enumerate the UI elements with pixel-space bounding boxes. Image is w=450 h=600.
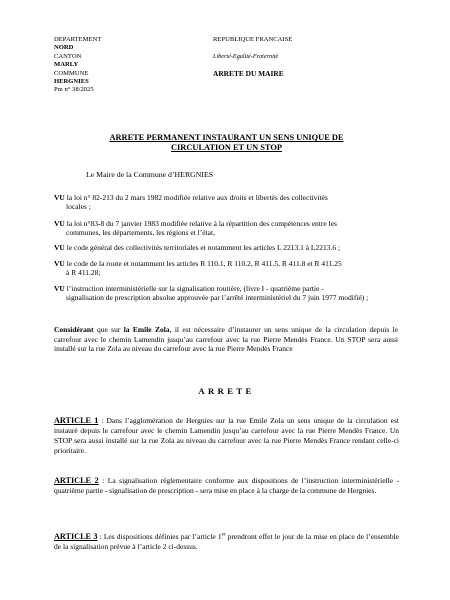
header-republique: REPUBLIQUE FRANCAISE: [213, 36, 293, 43]
vu-text-first: le code de la route et notamment les articles R 110.1, R 110.2, R 411.5, R 411.8 et R 411.25: [66, 259, 342, 268]
vu-text-rest: locales ;: [66, 202, 91, 212]
vu-item: [54, 284, 398, 303]
article-3-sup: er: [221, 532, 226, 538]
vu-label: VU: [54, 193, 65, 202]
header-marly: MARLY: [54, 61, 79, 69]
vu-item: [54, 259, 398, 278]
vu-item: [54, 243, 398, 252]
article-3-label: ARTICLE 3: [54, 532, 98, 541]
considerant-street: la Emile Zola: [123, 325, 170, 334]
considerant-text-1: que sur: [93, 325, 124, 334]
header-arrete-du-maire: ARRETE DU MAIRE: [213, 69, 284, 79]
article-2-label: ARTICLE 2: [54, 476, 99, 485]
header-hergnies: HERGNIES: [54, 78, 89, 86]
vu-text-first: la loi n°83-8 du 7 janvier 1983 modifiée relative à la répartition des compétences entre les: [66, 219, 337, 228]
article-1: [54, 416, 399, 456]
vu-label: VU: [54, 259, 65, 268]
vu-text-rest: communes, les départements, les régions et l’état,: [66, 228, 215, 238]
vu-text-first: l’instruction interministérielle sur la signalisation routière, (livre I - quatrième partie -: [66, 284, 324, 293]
intro-text: Le Maire de la Commune d’HERGNIES: [86, 170, 214, 179]
vu-label: VU: [54, 219, 65, 228]
vu-label: VU: [54, 284, 65, 293]
article-3-text-before: : Les dispositions définies par l’article 1: [97, 532, 222, 541]
header-left: [54, 36, 204, 95]
title-line-2: CIRCULATION ET UN STOP: [171, 143, 282, 152]
considerant-text-2: , il est nécessaire d’instaurer un sens unique de la circulation depuis le carrefour avec le chemin Lamendin jusqu’au carrefour avec la rue Pierre Mendès France. Un STOP sera aussi installé sur la rue Zola au niveau du carrefour avec la rue Pierre Mendès France: [54, 325, 399, 354]
article-1-label: ARTICLE 1: [54, 416, 99, 425]
header-nord: NORD: [54, 44, 74, 52]
vu-item: [54, 193, 398, 212]
header-canton: CANTON: [54, 52, 82, 60]
document-title: [54, 133, 399, 153]
vu-text-first: le code général des collectivités territoriales et notamment les articles L 2213.1 à L2213.6 ;: [66, 243, 341, 252]
vu-text-first: la loi n° 82-213 du 2 mars 1982 modifiée relative aux droits et libertés des collectivités: [66, 193, 328, 202]
article-2: [54, 476, 399, 496]
arrete-heading: ARRETE: [198, 386, 255, 396]
title-line-1: ARRETE PERMANENT INSTAURANT UN SENS UNIQUE DE: [109, 133, 344, 142]
considerant-paragraph: [54, 325, 398, 354]
article-3: [54, 532, 399, 552]
header-motto: Liberté-Egalité-Fraternité: [213, 52, 279, 60]
header-pm-number: Pm n° 38/2025: [54, 86, 94, 94]
article-3-text-after: prendront effet le jour de la mise en place de l’ensemble de la signalisation prévue à l’article 2 ci-dessus.: [54, 532, 399, 551]
vu-item: [54, 219, 398, 238]
article-2-text: : La signalisation réglementaire conforme aux dispositions de l’instruction interministérielle - quatrième partie - signalisation de prescription - sera mise en place à la charge de la commune de Hergnies.: [54, 476, 399, 495]
vu-label: VU: [54, 243, 65, 252]
header-right: [213, 36, 413, 79]
header-departement: DEPARTEMENT: [54, 36, 102, 43]
vu-text-rest: signalisation de prescription absolue approuvée par l’arrêté interministériel du 7 juin 1977 modifié) ;: [66, 293, 369, 303]
article-1-text: : Dans l’agglomération de Hergnies sur la rue Emile Zola un sens unique de la circulation est instauré depuis le carrefour avec le chemin Lamendin jusqu’au carrefour avec la rue Pierre Mendès France. Un STOP sera aussi installé sur la rue Zola au niveau du carrefour avec la rue Pierre Mendès France rendant celle-ci prioritaire.: [54, 416, 399, 455]
vu-text-rest: à R 411.28;: [66, 268, 101, 278]
header-commune: COMMUNE: [54, 69, 89, 77]
considerant-label: Considérant: [54, 325, 94, 334]
